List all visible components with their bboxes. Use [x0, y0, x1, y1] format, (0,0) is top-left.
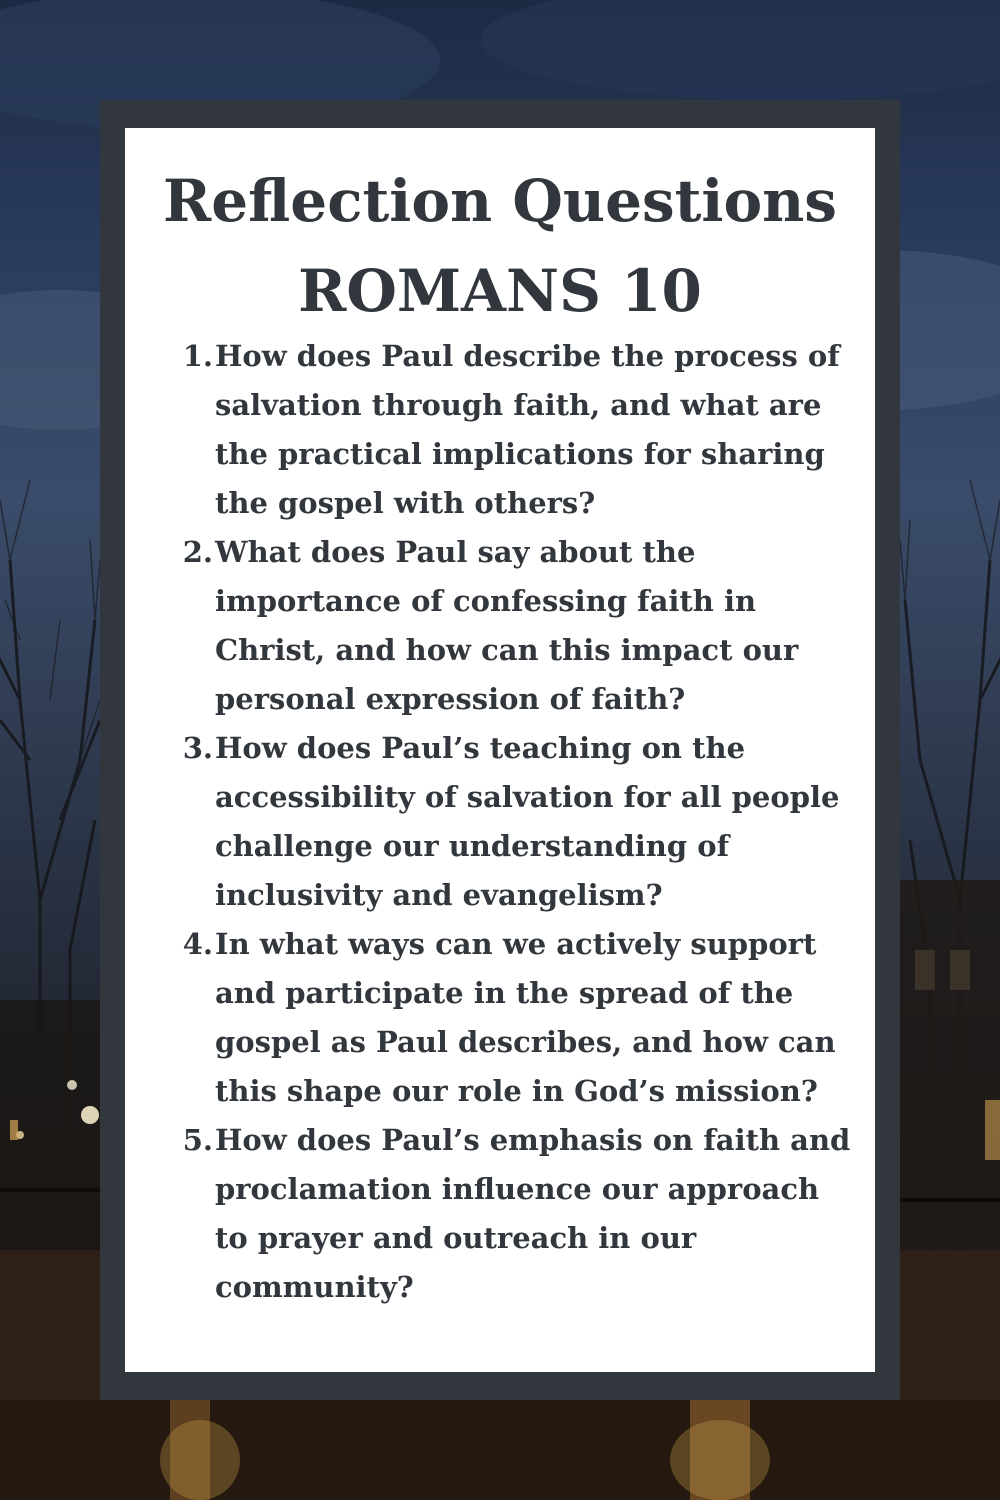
question-number: 1.	[182, 339, 213, 373]
question-text: How does Paul’s teaching on the accessibility of salvation for all people challenge our understanding of inclusivity and evangelism?	[215, 731, 840, 912]
question-text: How does Paul’s emphasis on faith and proclamation influence our approach to prayer and outreach in our community?	[215, 1123, 851, 1304]
questions-list	[177, 332, 857, 1312]
question-item	[177, 724, 857, 920]
question-text: What does Paul say about the importance of confessing faith in Christ, and how can this impact our personal expression of faith?	[215, 535, 799, 716]
question-number: 2.	[182, 535, 213, 569]
card	[125, 128, 875, 1372]
question-number: 4.	[182, 927, 213, 961]
question-number: 3.	[182, 731, 213, 765]
question-item	[177, 332, 857, 528]
question-text: How does Paul describe the process of salvation through faith, and what are the practical implications for sharing the gospel with others?	[215, 339, 840, 520]
title-line-2: ROMANS 10	[298, 257, 702, 325]
question-item	[177, 528, 857, 724]
card-frame	[100, 100, 900, 1400]
page-title	[125, 156, 875, 336]
title-line-1: Reflection Questions	[163, 167, 837, 235]
question-item	[177, 1116, 857, 1312]
question-number: 5.	[182, 1123, 213, 1157]
question-text: In what ways can we actively support and participate in the spread of the gospel as Paul describes, and how can this shape our role in God’s mission?	[215, 927, 836, 1108]
question-item	[177, 920, 857, 1116]
